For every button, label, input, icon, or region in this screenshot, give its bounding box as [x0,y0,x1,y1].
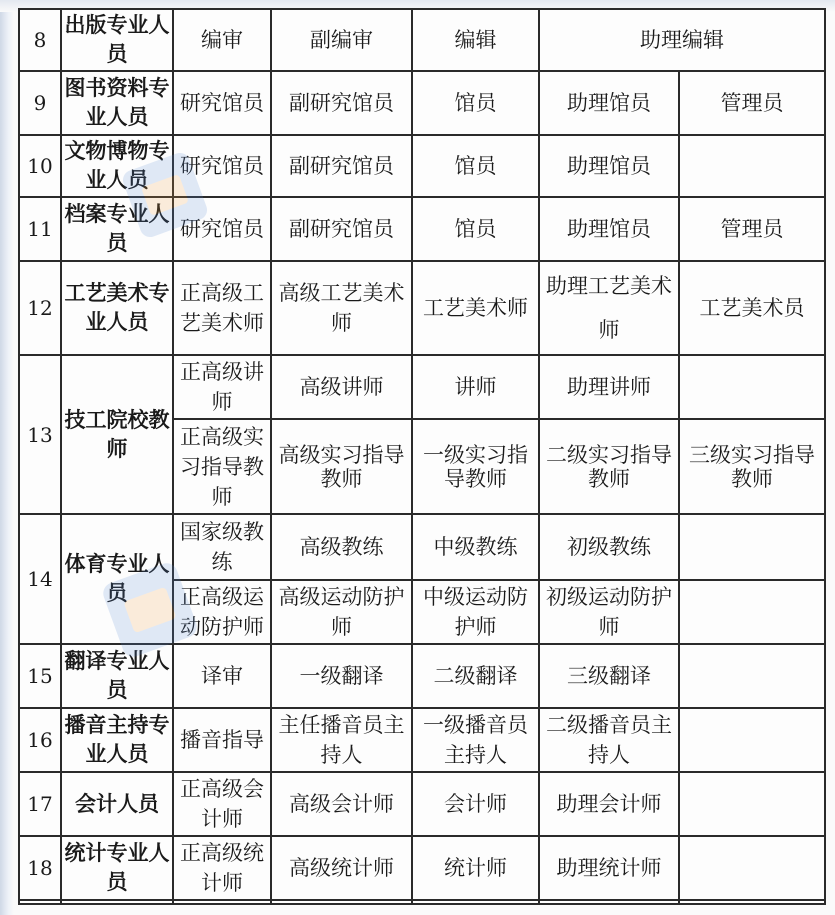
title-cell: 编审 [173,9,271,71]
title-cell [679,514,825,580]
row-number: 14 [19,514,61,644]
row-number: 17 [19,772,61,836]
title-cell: 助理工艺美术师 [539,261,679,355]
title-cell: 正高级统计师 [173,836,271,900]
title-cell: 一级实习指导教师 [412,419,539,514]
title-cell: 高级工艺美术师 [271,261,412,355]
title-cell: 初级教练 [539,514,679,580]
cut-off-cell [412,900,539,904]
title-cell: 高级统计师 [271,836,412,900]
table-row-cut-off [19,900,825,904]
title-cell [679,580,825,644]
table-row [19,772,825,836]
row-number: 16 [19,708,61,772]
table-row [19,644,825,708]
title-cell: 助理会计师 [539,772,679,836]
title-cell [679,772,825,836]
title-cell: 副研究馆员 [271,71,412,135]
title-cell: 二级实习指导教师 [539,419,679,514]
row-number: 13 [19,355,61,514]
title-cell: 馆员 [412,135,539,197]
table-row [19,836,825,900]
category-cell: 翻译专业人员 [61,644,173,708]
cut-off-cell [679,900,825,904]
title-cell: 二级播音员主持人 [539,708,679,772]
title-cell [679,708,825,772]
title-cell: 高级运动防护师 [271,580,412,644]
title-cell: 正高级会计师 [173,772,271,836]
title-cell: 助理讲师 [539,355,679,419]
title-cell: 高级教练 [271,514,412,580]
title-cell: 高级会计师 [271,772,412,836]
title-cell: 初级运动防护师 [539,580,679,644]
title-cell: 管理员 [679,197,825,261]
title-cell: 工艺美术员 [679,261,825,355]
title-cell [679,355,825,419]
table-row [19,514,825,580]
title-cell: 国家级教练 [173,514,271,580]
row-number: 15 [19,644,61,708]
title-cell [679,135,825,197]
title-cell: 三级翻译 [539,644,679,708]
table-row [19,197,825,261]
title-cell: 副研究馆员 [271,197,412,261]
title-cell: 助理馆员 [539,135,679,197]
title-cell: 一级翻译 [271,644,412,708]
title-cell: 三级实习指导教师 [679,419,825,514]
row-number: 18 [19,836,61,900]
title-cell: 助理统计师 [539,836,679,900]
title-cell: 会计师 [412,772,539,836]
title-cell: 副研究馆员 [271,135,412,197]
title-cell: 高级实习指导教师 [271,419,412,514]
row-number: 10 [19,135,61,197]
row-number: 12 [19,261,61,355]
title-cell: 研究馆员 [173,135,271,197]
title-cell: 助理馆员 [539,71,679,135]
row-number: 9 [19,71,61,135]
title-cell: 中级教练 [412,514,539,580]
cut-off-cell [271,900,412,904]
category-cell: 出版专业人员 [61,9,173,71]
category-cell: 工艺美术专业人员 [61,261,173,355]
page-left-shadow [0,0,14,915]
title-cell: 正高级工艺美术师 [173,261,271,355]
title-cell: 研究馆员 [173,71,271,135]
cut-off-cell [173,900,271,904]
title-cell: 一级播音员主持人 [412,708,539,772]
title-cell: 高级讲师 [271,355,412,419]
category-cell: 体育专业人员 [61,514,173,644]
table-row [19,9,825,71]
category-cell: 技工院校教师 [61,355,173,514]
category-cell: 文物博物专业人员 [61,135,173,197]
professional-title-table [18,8,826,905]
category-cell: 档案专业人员 [61,197,173,261]
title-cell: 译审 [173,644,271,708]
title-cell: 助理馆员 [539,197,679,261]
cut-off-cell [61,900,173,904]
title-cell: 馆员 [412,71,539,135]
title-cell: 编辑 [412,9,539,71]
category-cell: 统计专业人员 [61,836,173,900]
category-cell: 图书资料专业人员 [61,71,173,135]
title-cell: 馆员 [412,197,539,261]
title-cell: 讲师 [412,355,539,419]
category-cell: 播音主持专业人员 [61,708,173,772]
table-row [19,135,825,197]
title-cell: 工艺美术师 [412,261,539,355]
title-cell: 主任播音员主持人 [271,708,412,772]
table-row [19,261,825,355]
cut-off-cell [19,900,61,904]
category-cell: 会计人员 [61,772,173,836]
title-cell: 正高级运动防护师 [173,580,271,644]
title-cell: 管理员 [679,71,825,135]
title-cell: 副编审 [271,9,412,71]
row-number: 8 [19,9,61,71]
table-row [19,71,825,135]
title-cell: 助理编辑 [539,9,825,71]
title-cell [679,836,825,900]
title-cell: 正高级讲师 [173,355,271,419]
row-number: 11 [19,197,61,261]
title-cell [679,644,825,708]
cut-off-cell [539,900,679,904]
title-cell: 中级运动防护师 [412,580,539,644]
title-cell: 二级翻译 [412,644,539,708]
title-cell: 统计师 [412,836,539,900]
title-cell: 播音指导 [173,708,271,772]
title-cell: 研究馆员 [173,197,271,261]
table-row [19,708,825,772]
title-cell: 正高级实习指导教师 [173,419,271,514]
table-row [19,355,825,419]
